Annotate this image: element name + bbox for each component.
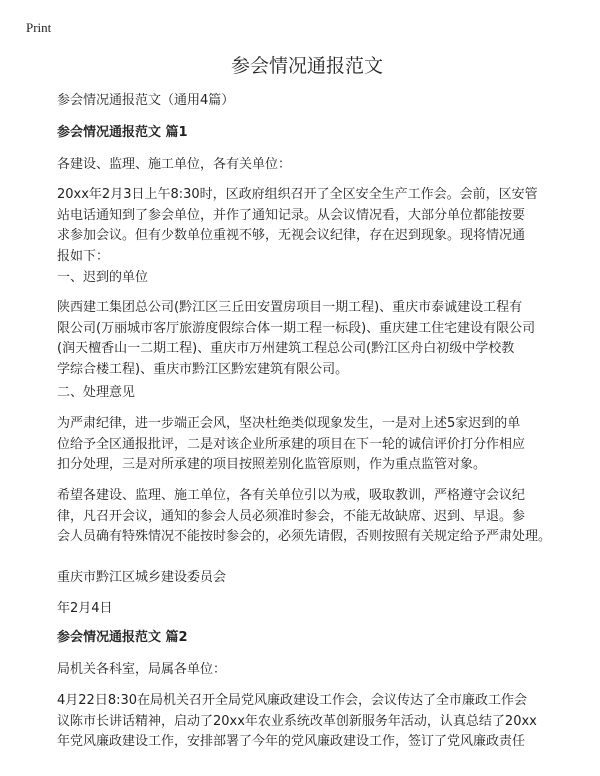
paragraph-line: 站电话通知到了参会单位，并作了通知记录。从会议情况看，大部分单位都能按要 <box>57 207 526 223</box>
subtitle: 参会情况通报范文（通用4篇） <box>57 93 235 108</box>
print-link[interactable]: Print <box>26 20 52 35</box>
article-2-salutation: 局机关各科室，局属各单位： <box>57 662 227 677</box>
article-1-salutation: 各建设、监理、施工单位，各有关单位： <box>57 157 292 172</box>
paragraph-line: (润天檀香山一二期工程)、重庆市万州建筑工程总公司(黔江区舟白初级中学校教 <box>57 341 515 356</box>
paragraph-line: 希望各建设、监理、施工单位，各有关单位引以为戒，吸取教训，严格遵守会议纪 <box>57 488 526 503</box>
paragraph-line: 律，凡召开会议，通知的参会人员必须准时参会，不能无故缺席、迟到、早退。参 <box>57 508 526 524</box>
paragraph-line: 学综合楼工程)、重庆市黔江区黔宏建筑有限公司。 <box>57 361 349 377</box>
paragraph-line: 议陈市长讲话精神，启动了20xx年农业系统改革创新服务年活动，认真总结了20xx <box>57 713 537 729</box>
paragraph-line: 年党风廉政建设工作，安排部署了今年的党风廉政建设工作，签订了党风廉政责任 <box>57 734 526 749</box>
paragraph-line: 为严肃纪律，进一步端正会风，坚决杜绝类似现象发生，一是对上述5家迟到的单 <box>57 416 521 431</box>
article-1-heading: 参会情况通报范文 篇1 <box>57 125 188 140</box>
article-2-intro <box>57 691 549 753</box>
paragraph-line: 位给予全区通报批评，二是对该企业所承建的项目在下一轮的诚信评价打分作相应 <box>57 436 526 452</box>
section-1-body <box>57 298 549 380</box>
paragraph-line: 求参加会议。但有少数单位重视不够，无视会议纪律，存在迟到现象。现将情况通 <box>57 228 526 243</box>
paragraph-line: 限公司(万丽城市客厅旅游度假综合体一期工程一标段)、重庆建工住宅建设有限公司 <box>57 320 536 336</box>
signature: 重庆市黔江区城乡建设委员会 <box>57 570 227 585</box>
section-2-title: 二、处理意见 <box>57 385 136 400</box>
paragraph-line: 20xx年2月3日上午8:30时，区政府组织召开了全区安全生产工作会。会前，区安管 <box>57 187 538 202</box>
paragraph-line: 陕西建工集团总公司(黔江区三丘田安置房项目一期工程)、重庆市泰诚建设工程有 <box>57 300 523 315</box>
page-title: 参会情况通报范文 <box>230 55 383 77</box>
article-2-heading: 参会情况通报范文 篇2 <box>57 630 188 645</box>
closing-paragraph <box>57 486 552 548</box>
article-1-intro <box>57 185 549 267</box>
paragraph-line: 扣分处理，三是对所承建的项目按照差别化监管原则，作为重点监管对象。 <box>57 457 487 472</box>
section-1-title: 一、迟到的单位 <box>57 270 149 285</box>
paragraph-line: 4月22日8:30在局机关召开全局党风廉政建设工作会，会议传达了全市廉政工作会 <box>57 693 528 708</box>
section-2-body <box>57 414 549 476</box>
paragraph-line: 会人员确有特殊情况不能按时参会的，必须先请假，否则按照有关规定给予严肃处理。 <box>57 529 552 544</box>
date: 年2月4日 <box>57 601 113 616</box>
paragraph-line: 报如下： <box>57 248 110 264</box>
